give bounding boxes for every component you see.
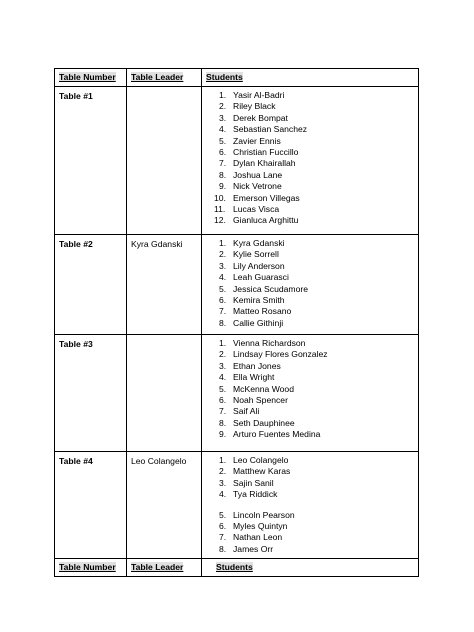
list-number: 2.: [219, 349, 227, 360]
list-item: [206, 406, 414, 417]
list-item: [206, 478, 414, 489]
list-item: [206, 295, 414, 306]
student-name: Saif Ali: [233, 406, 260, 417]
list-number: 3.: [219, 260, 227, 271]
student-name: Ella Wright: [233, 372, 275, 383]
list-item: [206, 215, 414, 226]
student-name: Gianluca Arghittu: [233, 215, 299, 226]
student-name: James Orr: [233, 543, 274, 554]
list-item: [206, 318, 414, 329]
list-number: 4.: [219, 489, 227, 500]
table-leader: [131, 337, 197, 339]
list-number: 1.: [219, 238, 227, 248]
list-item: [206, 532, 414, 543]
list-number: 5.: [219, 509, 227, 520]
list-item: [206, 272, 414, 283]
list-item: [206, 181, 414, 192]
list-number: 7.: [219, 158, 227, 169]
student-name: Kyra Gdanski: [233, 238, 285, 248]
student-name: Matthew Karas: [233, 466, 291, 477]
student-name: Sebastian Sanchez: [233, 124, 308, 135]
footer-row: [55, 559, 419, 577]
student-name: Matteo Rosano: [233, 306, 292, 317]
table-row: [55, 235, 419, 335]
student-name: Nathan Leon: [233, 532, 283, 543]
table-row: [55, 452, 419, 559]
header-row: [55, 69, 419, 87]
list-number: 5.: [219, 383, 227, 394]
list-number: 8.: [219, 317, 227, 328]
list-item: [206, 284, 414, 295]
student-name: Jessica Scudamore: [233, 283, 308, 294]
list-item: [206, 395, 414, 406]
list-number: 4.: [219, 372, 227, 383]
list-item: [206, 429, 414, 440]
table-name: Table #2: [59, 239, 93, 249]
list-item: [206, 90, 414, 101]
list-number: 4.: [219, 124, 227, 135]
list-number: 4.: [219, 272, 227, 283]
list-item: [206, 418, 414, 429]
footer-students: Students: [216, 562, 253, 573]
list-number: 5.: [219, 135, 227, 146]
list-item: [206, 306, 414, 317]
list-item: [206, 238, 414, 249]
student-name: Kylie Sorrell: [233, 249, 279, 260]
list-number: 7.: [219, 532, 227, 543]
table-name: Table #3: [59, 339, 93, 349]
list-number: 7.: [219, 406, 227, 417]
student-name: Lily Anderson: [233, 260, 285, 271]
student-name: Sajin Sanil: [233, 477, 274, 488]
student-name: Ethan Jones: [233, 360, 281, 371]
student-name: Vienna Richardson: [233, 338, 306, 348]
list-number: 9.: [219, 429, 227, 440]
footer-table-number: Table Number: [59, 562, 116, 573]
student-name: Lindsay Flores Gonzalez: [233, 349, 328, 360]
student-name: McKenna Wood: [233, 383, 294, 394]
list-number: 2.: [219, 466, 227, 477]
footer-table-leader: Table Leader: [131, 562, 184, 573]
list-number: 3.: [219, 360, 227, 371]
table-name: Table #1: [59, 91, 93, 101]
list-number: 10.: [214, 192, 226, 203]
student-name: Noah Spencer: [233, 394, 288, 405]
table-row: [55, 335, 419, 452]
student-name: Riley Black: [233, 101, 276, 112]
list-number: 12.: [214, 215, 226, 226]
student-list: [206, 89, 414, 227]
list-item: [206, 113, 414, 124]
list-number: 7.: [219, 306, 227, 317]
list-item: [206, 158, 414, 169]
student-name: Derek Bompat: [233, 112, 288, 123]
list-item: [206, 372, 414, 383]
student-name: Callie Githinji: [233, 317, 284, 328]
student-name: Yasir Al-Badri: [233, 90, 285, 100]
list-number: 2.: [219, 249, 227, 260]
list-item: [206, 384, 414, 395]
student-name: Leah Guarasci: [233, 272, 289, 283]
list-item: [206, 193, 414, 204]
student-name: Lincoln Pearson: [233, 509, 295, 520]
list-number: 5.: [219, 283, 227, 294]
list-item: [206, 147, 414, 158]
table-name: Table #4: [59, 456, 93, 466]
list-number: 1.: [219, 90, 227, 100]
list-item: [206, 170, 414, 181]
list-item: [206, 489, 414, 500]
header-table-number: Table Number: [59, 72, 116, 82]
list-item: [206, 249, 414, 260]
table-leader: [131, 89, 197, 91]
student-name: Emerson Villegas: [233, 192, 300, 203]
list-number: 8.: [219, 543, 227, 554]
list-number: 6.: [219, 294, 227, 305]
list-number: 6.: [219, 520, 227, 531]
list-item: [206, 361, 414, 372]
list-number: 1.: [219, 338, 227, 348]
list-number: 1.: [219, 455, 227, 465]
student-list: [206, 454, 414, 555]
list-item: [206, 124, 414, 135]
student-name: Zavier Ennis: [233, 135, 281, 146]
list-number: 11.: [214, 203, 226, 214]
student-name: Tya Riddick: [233, 489, 278, 500]
list-number: 3.: [219, 112, 227, 123]
student-name: Christian Fuccillo: [233, 146, 299, 157]
list-item: [206, 510, 414, 521]
list-item: [206, 455, 414, 466]
student-name: Myles Quintyn: [233, 520, 288, 531]
table-row: [55, 87, 419, 235]
list-item: [206, 544, 414, 555]
student-name: Arturo Fuentes Medina: [233, 429, 321, 440]
list-item: [206, 136, 414, 147]
student-name: Lucas Visca: [233, 203, 280, 214]
table-leader: Kyra Gdanski: [131, 239, 183, 249]
student-name: Nick Vetrone: [233, 181, 282, 192]
student-list: [206, 337, 414, 441]
list-item: [206, 466, 414, 477]
list-item: [206, 101, 414, 112]
list-item: [206, 338, 414, 349]
student-name: Seth Dauphinee: [233, 417, 295, 428]
list-item: [206, 261, 414, 272]
student-name: Dylan Khairallah: [233, 158, 296, 169]
student-name: Joshua Lane: [233, 169, 283, 180]
header-students: Students: [206, 72, 243, 82]
table-leader: Leo Colangelo: [131, 456, 187, 466]
header-table-leader: Table Leader: [131, 72, 184, 82]
student-list: [206, 237, 414, 329]
student-name: Kemira Smith: [233, 294, 285, 305]
list-number: 6.: [219, 394, 227, 405]
list-number: 8.: [219, 417, 227, 428]
list-item: [206, 204, 414, 215]
list-item: [206, 349, 414, 360]
list-number: 8.: [219, 169, 227, 180]
list-number: 3.: [219, 477, 227, 488]
list-number: 2.: [219, 101, 227, 112]
list-number: 6.: [219, 146, 227, 157]
list-number: 9.: [219, 181, 227, 192]
list-item: [206, 521, 414, 532]
student-name: Leo Colangelo: [233, 455, 289, 465]
seating-table: [54, 68, 419, 577]
